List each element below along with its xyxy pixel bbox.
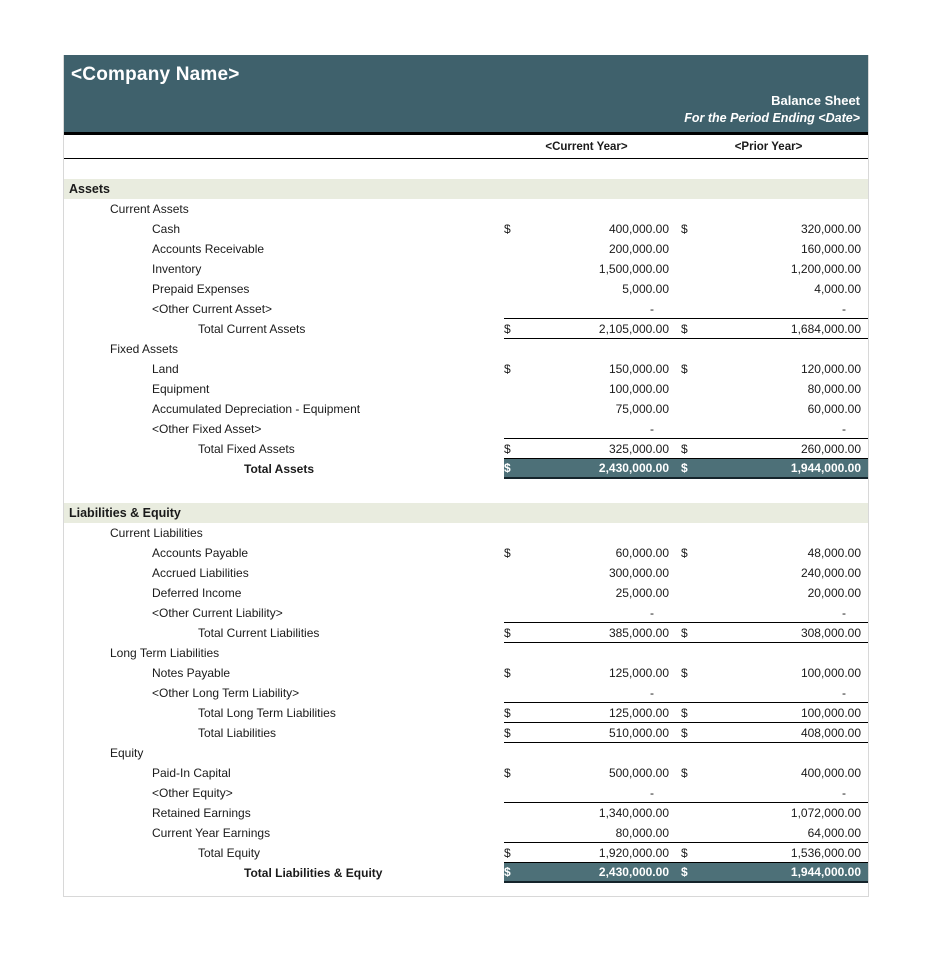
row-amounts xyxy=(504,319,868,339)
row-label: Accrued Liabilities xyxy=(152,566,249,580)
prior-year-value: 1,200,000.00 xyxy=(790,262,861,276)
prior-year-value: 100,000.00 xyxy=(800,666,861,680)
current-year-value: 500,000.00 xyxy=(608,766,669,780)
table-row xyxy=(64,803,868,823)
row-label: Prepaid Expenses xyxy=(152,282,250,296)
current-year-value: 100,000.00 xyxy=(608,382,669,396)
table-row xyxy=(64,399,868,419)
current-year-value: 75,000.00 xyxy=(615,402,669,416)
currency-symbol-current: $ xyxy=(504,666,511,680)
currency-symbol-prior: $ xyxy=(681,666,688,680)
currency-symbol-current: $ xyxy=(504,441,511,456)
column-header-current-year: <Current Year> xyxy=(545,140,628,153)
table-row xyxy=(64,843,868,863)
prior-year-value: 60,000.00 xyxy=(807,402,861,416)
row-amounts xyxy=(504,823,868,843)
column-headers xyxy=(64,135,868,159)
current-year-value: 80,000.00 xyxy=(615,825,669,840)
currency-symbol-prior: $ xyxy=(681,766,688,780)
current-year-value: 60,000.00 xyxy=(615,546,669,560)
prior-year-value: 400,000.00 xyxy=(800,766,861,780)
currency-symbol-prior: $ xyxy=(681,321,688,336)
row-amounts xyxy=(504,623,868,643)
prior-year-value: 1,536,000.00 xyxy=(790,845,861,860)
table-row xyxy=(64,379,868,399)
prior-year-value: 1,944,000.00 xyxy=(790,865,861,879)
column-header-prior-year: <Prior Year> xyxy=(734,140,803,153)
row-label: Current Year Earnings xyxy=(152,826,271,840)
row-label: Cash xyxy=(152,222,181,236)
document-subtitle: For the Period Ending <Date> xyxy=(684,111,860,125)
currency-symbol-current: $ xyxy=(504,461,511,475)
row-amounts xyxy=(504,863,868,883)
prior-year-value: 64,000.00 xyxy=(807,825,861,840)
table-row xyxy=(64,219,868,239)
row-label: Long Term Liabilities xyxy=(110,646,220,660)
current-year-value: 2,105,000.00 xyxy=(598,321,669,336)
current-year-value: 300,000.00 xyxy=(608,566,669,580)
prior-year-value: 160,000.00 xyxy=(800,242,861,256)
table-row xyxy=(64,239,868,259)
row-amounts xyxy=(504,643,868,663)
currency-symbol-prior: $ xyxy=(681,461,688,475)
current-year-value: 200,000.00 xyxy=(608,242,669,256)
prior-year-value: 408,000.00 xyxy=(800,725,861,740)
row-label: Retained Earnings xyxy=(152,806,251,820)
current-year-value: - xyxy=(650,301,654,316)
table-row xyxy=(64,763,868,783)
row-amounts xyxy=(504,543,868,563)
currency-symbol-current: $ xyxy=(504,222,511,236)
prior-year-value: - xyxy=(842,785,846,800)
table-row xyxy=(64,563,868,583)
table-row xyxy=(64,299,868,319)
currency-symbol-prior: $ xyxy=(681,865,688,879)
row-label: Total Liabilities xyxy=(198,726,277,740)
row-amounts xyxy=(504,419,868,439)
row-label: Total Liabilities & Equity xyxy=(244,866,383,880)
current-year-value: - xyxy=(650,785,654,800)
row-amounts xyxy=(504,399,868,419)
row-label: <Other Fixed Asset> xyxy=(152,422,262,436)
prior-year-value: - xyxy=(842,685,846,700)
table-row xyxy=(64,199,868,219)
table-row xyxy=(64,339,868,359)
row-amounts xyxy=(504,683,868,703)
row-amounts xyxy=(504,219,868,239)
table-row xyxy=(64,419,868,439)
prior-year-value: 1,944,000.00 xyxy=(790,461,861,475)
current-year-value: 2,430,000.00 xyxy=(598,461,669,475)
row-label: Total Long Term Liabilities xyxy=(198,706,336,720)
current-year-value: 150,000.00 xyxy=(608,362,669,376)
row-amounts xyxy=(504,523,868,543)
table-row xyxy=(64,863,868,883)
row-amounts xyxy=(504,783,868,803)
currency-symbol-prior: $ xyxy=(681,546,688,560)
row-amounts xyxy=(504,339,868,359)
table-row xyxy=(64,823,868,843)
current-year-value: 25,000.00 xyxy=(615,586,669,600)
row-amounts xyxy=(504,259,868,279)
prior-year-value: - xyxy=(842,301,846,316)
currency-symbol-prior: $ xyxy=(681,362,688,376)
prior-year-value: 120,000.00 xyxy=(800,362,861,376)
row-amounts xyxy=(504,663,868,683)
row-label: Deferred Income xyxy=(152,586,242,600)
currency-symbol-current: $ xyxy=(504,725,511,740)
table-row xyxy=(64,743,868,763)
current-year-value: 125,000.00 xyxy=(608,666,669,680)
row-amounts xyxy=(504,379,868,399)
row-label: <Other Long Term Liability> xyxy=(152,686,300,700)
prior-year-value: 20,000.00 xyxy=(807,586,861,600)
row-amounts xyxy=(504,439,868,459)
table-row xyxy=(64,663,868,683)
currency-symbol-current: $ xyxy=(504,362,511,376)
row-amounts xyxy=(504,479,868,503)
currency-symbol-current: $ xyxy=(504,546,511,560)
table-row xyxy=(64,259,868,279)
row-amounts xyxy=(504,299,868,319)
prior-year-value: 240,000.00 xyxy=(800,566,861,580)
table-row xyxy=(64,319,868,339)
currency-symbol-prior: $ xyxy=(681,705,688,720)
row-label: Equity xyxy=(110,746,144,760)
row-label: Equipment xyxy=(152,382,210,396)
prior-year-value: 1,072,000.00 xyxy=(790,806,861,820)
row-amounts xyxy=(504,843,868,863)
prior-year-value: 100,000.00 xyxy=(800,705,861,720)
prior-year-value: 4,000.00 xyxy=(814,282,861,296)
prior-year-value: 1,684,000.00 xyxy=(790,321,861,336)
current-year-value: 125,000.00 xyxy=(608,705,669,720)
prior-year-value: 260,000.00 xyxy=(800,441,861,456)
current-year-value: 1,920,000.00 xyxy=(598,845,669,860)
currency-symbol-current: $ xyxy=(504,865,511,879)
row-label: <Other Equity> xyxy=(152,786,233,800)
row-label: Current Assets xyxy=(110,202,189,216)
row-amounts xyxy=(504,763,868,783)
current-year-value: 1,500,000.00 xyxy=(598,262,669,276)
currency-symbol-prior: $ xyxy=(681,222,688,236)
prior-year-value: 308,000.00 xyxy=(800,625,861,640)
row-label: Accumulated Depreciation - Equipment xyxy=(152,402,361,416)
table-row xyxy=(64,543,868,563)
document-title: Balance Sheet xyxy=(771,93,860,108)
row-label: Total Equity xyxy=(198,846,261,860)
row-amounts xyxy=(504,459,868,479)
row-label: Inventory xyxy=(152,262,202,276)
row-amounts xyxy=(504,279,868,299)
prior-year-value: 80,000.00 xyxy=(807,382,861,396)
currency-symbol-prior: $ xyxy=(681,845,688,860)
current-year-value: 385,000.00 xyxy=(608,625,669,640)
row-amounts xyxy=(504,359,868,379)
current-year-value: 400,000.00 xyxy=(608,222,669,236)
prior-year-value: - xyxy=(842,605,846,620)
row-label: Notes Payable xyxy=(152,666,231,680)
row-label: <Other Current Asset> xyxy=(152,302,273,316)
current-year-value: 325,000.00 xyxy=(608,441,669,456)
row-amounts xyxy=(504,703,868,723)
current-year-value: 1,340,000.00 xyxy=(598,806,669,820)
current-year-value: 2,430,000.00 xyxy=(598,865,669,879)
currency-symbol-prior: $ xyxy=(681,625,688,640)
row-label: <Other Current Liability> xyxy=(152,606,283,620)
table-row xyxy=(64,583,868,603)
row-label: Land xyxy=(152,362,179,376)
currency-symbol-prior: $ xyxy=(681,441,688,456)
row-label: Paid-In Capital xyxy=(152,766,231,780)
row-label: Accounts Receivable xyxy=(152,242,265,256)
current-year-value: - xyxy=(650,605,654,620)
row-label: Accounts Payable xyxy=(152,546,249,560)
balance-sheet xyxy=(63,55,869,897)
prior-year-value: 48,000.00 xyxy=(807,546,861,560)
currency-symbol-current: $ xyxy=(504,766,511,780)
masthead xyxy=(64,55,868,135)
table-row xyxy=(64,523,868,543)
table-row xyxy=(64,439,868,459)
row-label xyxy=(64,479,504,503)
row-amounts xyxy=(504,583,868,603)
table-row xyxy=(64,623,868,643)
row-label: Liabilities & Equity xyxy=(69,506,181,520)
table-row xyxy=(64,783,868,803)
balance-table xyxy=(64,159,868,896)
current-year-value: - xyxy=(650,685,654,700)
current-year-value: 510,000.00 xyxy=(608,725,669,740)
row-amounts xyxy=(504,563,868,583)
table-row xyxy=(64,683,868,703)
row-amounts xyxy=(504,239,868,259)
row-amounts xyxy=(504,803,868,823)
row-label: Total Current Assets xyxy=(198,322,306,336)
row-amounts xyxy=(504,603,868,623)
currency-symbol-current: $ xyxy=(504,845,511,860)
table-row xyxy=(64,703,868,723)
row-amounts xyxy=(504,199,868,219)
row-amounts xyxy=(504,743,868,763)
table-row xyxy=(64,359,868,379)
row-amounts xyxy=(504,723,868,743)
prior-year-value: 320,000.00 xyxy=(800,222,861,236)
table-row xyxy=(64,179,868,199)
currency-symbol-current: $ xyxy=(504,321,511,336)
table-row xyxy=(64,459,868,479)
row-amounts xyxy=(504,503,868,523)
row-label: Fixed Assets xyxy=(110,342,179,356)
table-row xyxy=(64,723,868,743)
row-label: Assets xyxy=(69,182,110,196)
currency-symbol-prior: $ xyxy=(681,725,688,740)
row-label: Total Assets xyxy=(244,462,315,476)
table-row xyxy=(64,603,868,623)
table-row xyxy=(64,279,868,299)
currency-symbol-current: $ xyxy=(504,625,511,640)
row-label: Current Liabilities xyxy=(110,526,203,540)
prior-year-value: - xyxy=(842,421,846,436)
table-row xyxy=(64,503,868,523)
current-year-value: - xyxy=(650,421,654,436)
table-row xyxy=(64,479,868,503)
row-label: Total Fixed Assets xyxy=(198,442,295,456)
row-amounts xyxy=(504,179,868,199)
table-row xyxy=(64,643,868,663)
company-name: <Company Name> xyxy=(71,64,240,85)
currency-symbol-current: $ xyxy=(504,705,511,720)
current-year-value: 5,000.00 xyxy=(622,282,669,296)
row-label: Total Current Liabilities xyxy=(198,626,320,640)
